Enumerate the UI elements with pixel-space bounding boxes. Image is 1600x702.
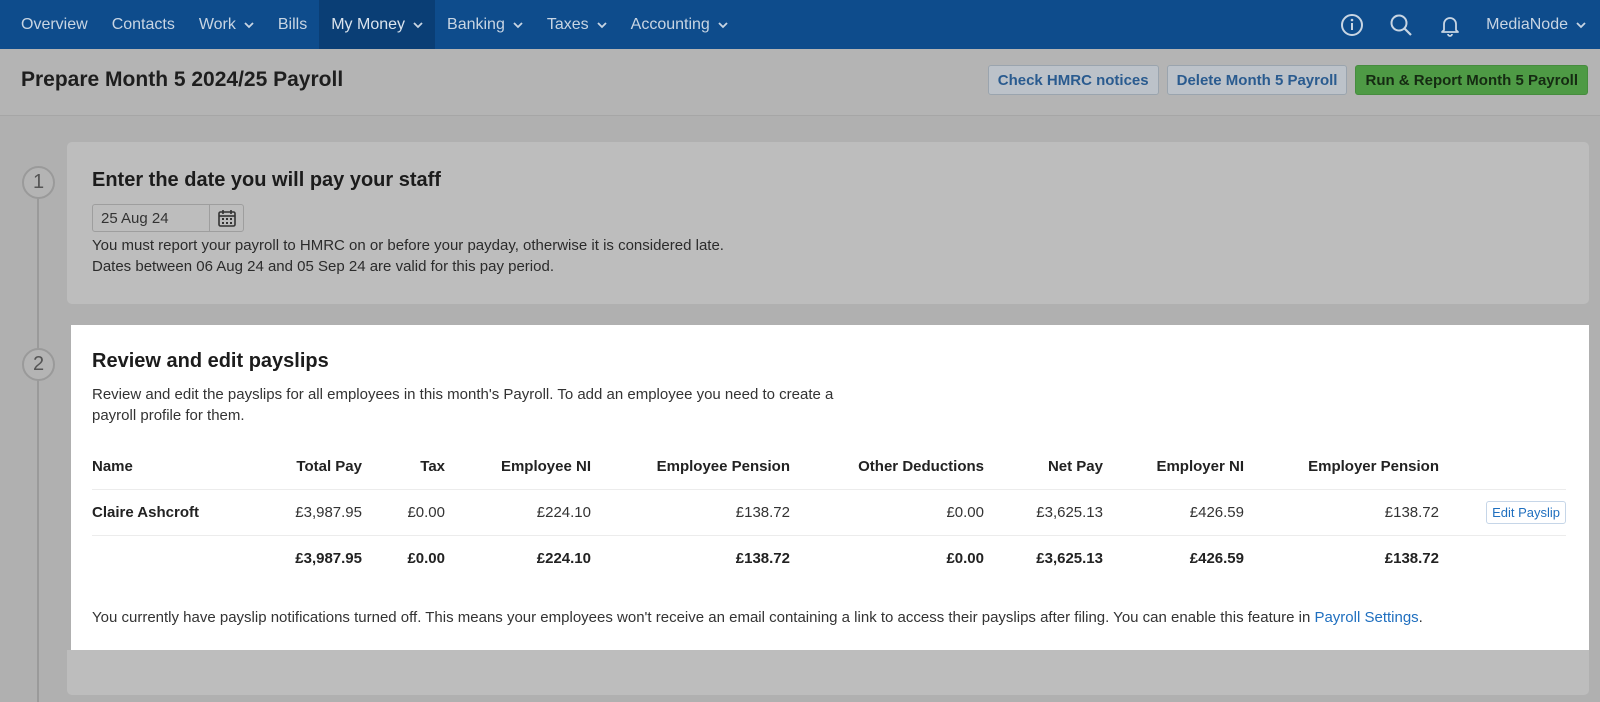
col-employee-pension: Employee Pension [591, 443, 790, 490]
total-employee-pension: £138.72 [735, 550, 790, 567]
step-rail [37, 196, 39, 702]
valid-dates-note: Dates between 06 Aug 24 and 05 Sep 24 are valid for this pay period. [92, 258, 554, 275]
col-net-pay: Net Pay [984, 443, 1103, 490]
page-header [0, 49, 1600, 116]
cell-employee-pension: £138.72 [591, 490, 790, 536]
payslips-heading: Review and edit payslips [92, 350, 329, 372]
org-switcher[interactable] [1474, 16, 1600, 34]
notification-text: You currently have payslip notifications turned off. This means your employees won't receive an email containing a link to access their payslips after filing. You can enable this feature in [92, 609, 1315, 626]
col-employee-ni: Employee NI [445, 443, 591, 490]
nav-label: Bills [277, 15, 308, 33]
cell-actions [1439, 490, 1566, 536]
chevron-down-icon [244, 20, 254, 30]
table-row [92, 490, 1566, 536]
total-employer-ni: £426.59 [1189, 550, 1244, 567]
chevron-down-icon [1576, 20, 1586, 30]
pay-date-card [67, 142, 1589, 304]
page-title: Prepare Month 5 2024/25 Payroll [21, 68, 344, 91]
chevron-down-icon [718, 20, 728, 30]
col-employer-pension: Employer Pension [1244, 443, 1439, 490]
total-net-pay: £3,625.13 [1036, 550, 1103, 567]
org-name: MediaNode [1486, 15, 1568, 33]
totals-label [92, 536, 232, 582]
step-number-1: 1 [22, 166, 55, 199]
nav-contacts[interactable] [100, 0, 187, 49]
col-name: Name [92, 443, 232, 490]
info-icon[interactable] [1327, 0, 1376, 49]
col-other-deductions: Other Deductions [790, 443, 984, 490]
cell-tax: £0.00 [362, 490, 445, 536]
cell-total-pay: £3,987.95 [232, 490, 362, 536]
totals-actions [1439, 536, 1566, 582]
bell-icon[interactable] [1425, 0, 1474, 49]
nav-work[interactable] [187, 0, 266, 49]
cell-employer-pension: £138.72 [1244, 490, 1439, 536]
late-report-note: You must report your payroll to HMRC on or before your payday, otherwise it is considered late. [92, 237, 724, 254]
pay-date-heading: Enter the date you will pay your staff [92, 169, 441, 191]
cell-employer-ni: £426.59 [1103, 490, 1244, 536]
step-number-2: 2 [22, 348, 55, 381]
nav-overview[interactable] [0, 0, 100, 49]
chevron-down-icon [413, 20, 423, 30]
col-tax: Tax [362, 443, 445, 490]
notification-text-end: . [1418, 609, 1423, 626]
col-employer-ni: Employer NI [1103, 443, 1244, 490]
total-other-deductions: £0.00 [946, 550, 984, 567]
pay-date-input[interactable] [93, 205, 209, 231]
nav-bills[interactable] [266, 0, 319, 49]
nav-label: Overview [21, 15, 88, 33]
payslips-description: Review and edit the payslips for all employees in this month's Payroll. To add an employee you need to create a payroll profile for them. [92, 386, 834, 424]
payslips-table [92, 443, 1566, 581]
chevron-down-icon [597, 20, 607, 30]
total-tax: £0.00 [407, 550, 445, 567]
total-employee-ni: £224.10 [536, 550, 591, 567]
nav-label: Accounting [630, 15, 710, 33]
search-icon[interactable] [1376, 0, 1425, 49]
nav-label: My Money [331, 15, 406, 33]
employee-name: Claire Ashcroft [92, 490, 232, 536]
nav-label: Taxes [546, 15, 589, 33]
delete-payroll-button[interactable]: Delete Month 5 Payroll [1167, 65, 1348, 95]
chevron-down-icon [513, 20, 523, 30]
nav-label: Banking [447, 15, 505, 33]
cell-other-deductions: £0.00 [790, 490, 984, 536]
total-total-pay: £3,987.95 [295, 550, 362, 567]
col-actions [1439, 443, 1566, 490]
run-report-payroll-button[interactable]: Run & Report Month 5 Payroll [1355, 65, 1588, 95]
table-header-row [92, 443, 1566, 490]
totals-row [92, 536, 1566, 582]
calendar-icon[interactable] [209, 205, 243, 231]
cell-net-pay: £3,625.13 [984, 490, 1103, 536]
nav-label: Work [198, 15, 236, 33]
nav-my-money[interactable] [319, 0, 435, 49]
nav-label: Contacts [111, 15, 175, 33]
nav-taxes[interactable] [535, 0, 619, 49]
col-total-pay: Total Pay [232, 443, 362, 490]
payslip-notification-note [92, 609, 1423, 626]
payroll-settings-link[interactable]: Payroll Settings [1314, 609, 1419, 626]
nav-accounting[interactable] [619, 0, 740, 49]
top-nav [0, 0, 1600, 49]
pay-date-picker [92, 204, 244, 232]
total-employer-pension: £138.72 [1384, 550, 1439, 567]
nav-banking[interactable] [435, 0, 535, 49]
payslips-card [71, 325, 1589, 650]
edit-payslip-button[interactable]: Edit Payslip [1486, 501, 1566, 524]
payslips-card-footer [67, 650, 1589, 695]
cell-employee-ni: £224.10 [445, 490, 591, 536]
check-hmrc-notices-button[interactable]: Check HMRC notices [988, 65, 1159, 95]
